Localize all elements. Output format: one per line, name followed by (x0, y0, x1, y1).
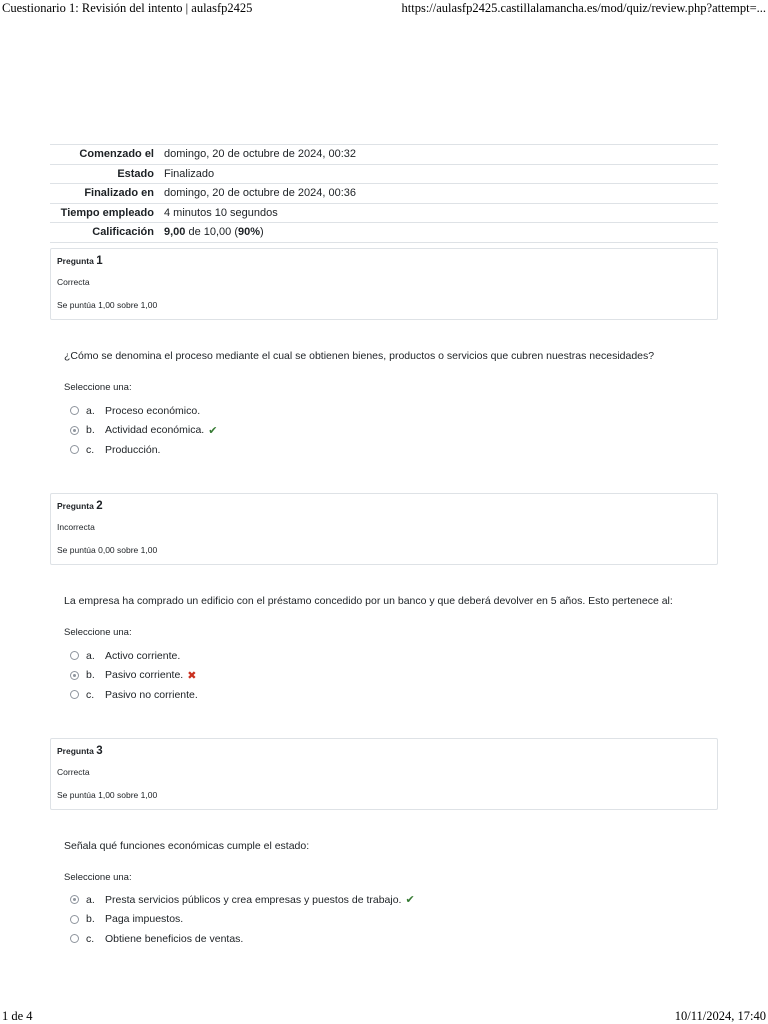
answer-list (70, 646, 470, 705)
page-counter: 1 de 4 (2, 1009, 33, 1023)
radio-button[interactable] (70, 445, 79, 454)
question-grade: Se puntúa 0,00 sobre 1,00 (57, 545, 158, 555)
answer-option[interactable] (70, 890, 470, 910)
question-text: ¿Cómo se denomina el proceso mediante el cual se obtienen bienes, productos o servicios que cubren nuestras necesidades? (64, 350, 655, 362)
answer-letter: b. (86, 913, 95, 926)
question-text: La empresa ha comprado un edificio con el préstamo concedido por un banco y que deberá devolver en 5 años. Esto pertenece al: (64, 595, 673, 607)
answer-letter: c. (86, 688, 95, 701)
summary-value: domingo, 20 de octubre de 2024, 00:36 (164, 187, 357, 200)
question-info-box (50, 493, 718, 565)
question-label: Pregunta (57, 501, 94, 511)
answer-prompt: Seleccione una: (64, 627, 132, 638)
grade-close: ) (260, 226, 264, 239)
answer-text: Presta servicios públicos y crea empresas y puestos de trabajo. (105, 893, 402, 906)
print-header (0, 0, 768, 18)
answer-letter: b. (86, 424, 95, 437)
question-number (57, 255, 103, 267)
answer-text: Obtiene beneficios de ventas. (105, 932, 244, 945)
answer-text: Actividad económica. (105, 424, 205, 437)
radio-button[interactable] (70, 915, 79, 924)
answer-option[interactable] (70, 685, 470, 705)
summary-label: Calificación (92, 226, 154, 239)
answer-letter: c. (86, 443, 95, 456)
answer-option[interactable] (70, 666, 470, 686)
question-number-value: 2 (96, 500, 103, 512)
check-icon: ✔ (208, 424, 218, 437)
summary-label: Finalizado en (84, 187, 154, 200)
grade-score: 9,00 (164, 226, 186, 239)
question-number-value: 3 (96, 745, 103, 757)
question-number (57, 745, 103, 757)
summary-value: Finalizado (164, 167, 215, 180)
grade-percent: 90% (238, 226, 261, 239)
question-info-box (50, 248, 718, 320)
answer-option[interactable] (70, 929, 470, 949)
question-state: Correcta (57, 277, 90, 287)
answer-letter: a. (86, 404, 95, 417)
answer-text: Producción. (105, 443, 161, 456)
question-state: Incorrecta (57, 522, 95, 532)
question-info-box (50, 738, 718, 810)
cross-icon: ✖ (187, 669, 197, 682)
radio-button[interactable] (70, 406, 79, 415)
answer-letter: c. (86, 932, 95, 945)
summary-label: Estado (117, 167, 154, 180)
grade-value (159, 223, 718, 243)
answer-list (70, 890, 470, 949)
check-icon: ✔ (405, 894, 415, 907)
summary-row (50, 184, 718, 204)
radio-button[interactable] (70, 690, 79, 699)
answer-text: Pasivo corriente. (105, 669, 184, 682)
question-label: Pregunta (57, 746, 94, 756)
radio-button-selected[interactable] (70, 671, 79, 680)
answer-prompt: Seleccione una: (64, 872, 132, 883)
answer-text: Pasivo no corriente. (105, 688, 198, 701)
attempt-summary-table (50, 144, 718, 243)
document-title: Cuestionario 1: Revisión del intento | aulasfp2425 (2, 1, 253, 15)
answer-option[interactable] (70, 421, 470, 441)
summary-row (50, 164, 718, 184)
answer-option[interactable] (70, 401, 470, 421)
answer-option[interactable] (70, 910, 470, 930)
answer-text: Activo corriente. (105, 649, 181, 662)
summary-row (50, 145, 718, 165)
grade-of-text: de 10,00 ( (185, 226, 239, 239)
radio-button-selected[interactable] (70, 426, 79, 435)
question-number (57, 500, 103, 512)
radio-button[interactable] (70, 651, 79, 660)
question-state: Correcta (57, 767, 90, 777)
answer-list (70, 401, 470, 460)
answer-letter: a. (86, 649, 95, 662)
summary-label: Comenzado el (79, 148, 154, 161)
answer-option[interactable] (70, 646, 470, 666)
answer-option[interactable] (70, 440, 470, 460)
answer-letter: a. (86, 893, 95, 906)
answer-letter: b. (86, 669, 95, 682)
radio-button[interactable] (70, 934, 79, 943)
summary-row (50, 203, 718, 223)
question-number-value: 1 (96, 255, 103, 267)
question-label: Pregunta (57, 256, 94, 266)
question-grade: Se puntúa 1,00 sobre 1,00 (57, 300, 158, 310)
answer-text: Paga impuestos. (105, 913, 184, 926)
summary-value: domingo, 20 de octubre de 2024, 00:32 (164, 148, 357, 161)
radio-button-selected[interactable] (70, 895, 79, 904)
summary-value: 4 minutos 10 segundos (164, 206, 278, 219)
answer-prompt: Seleccione una: (64, 382, 132, 393)
question-text: Señala qué funciones económicas cumple el estado: (64, 840, 310, 852)
answer-text: Proceso económico. (105, 404, 201, 417)
print-footer (0, 1009, 768, 1024)
question-grade: Se puntúa 1,00 sobre 1,00 (57, 790, 158, 800)
summary-row-grade (50, 223, 718, 243)
summary-label: Tiempo empleado (60, 206, 154, 219)
page-url: https://aulasfp2425.castillalamancha.es/mod/quiz/review.php?attempt=... (401, 1, 766, 15)
print-datetime: 10/11/2024, 17:40 (674, 1009, 766, 1023)
